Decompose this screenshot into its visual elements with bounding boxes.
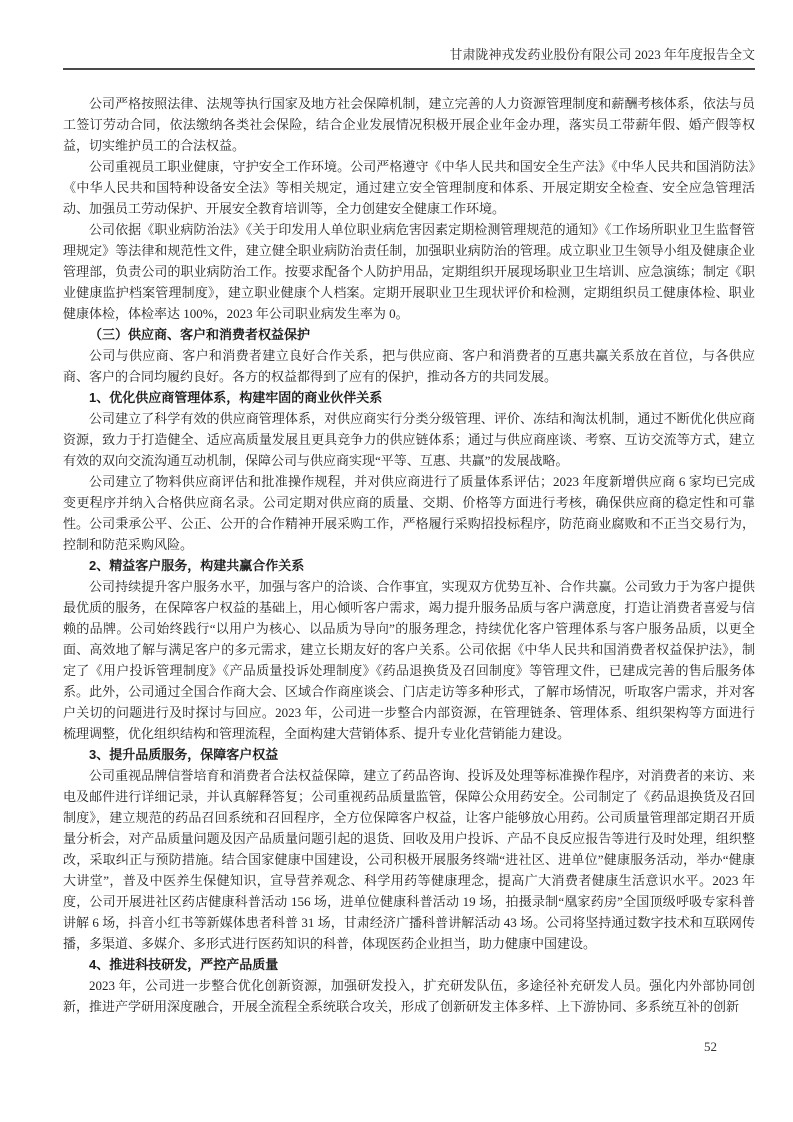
paragraph-supplier-evaluation: 公司建立了物料供应商评估和批准操作规程，并对供应商进行了质量体系评估；2023 年度新增供应商 6 家均已完成变更程序并纳入合格供应商名录。公司定期对供应商的质量、交期、价格等方面进行考核，确保供应商的稳定性和可靠性。公司秉承公平、公正、公开的合作精神开展采购工作，严格履行采购招投标程序，防范商业腐败和不正当交易行为，控制和防范采购风险。 <box>63 474 755 552</box>
heading-section-3-supplier-customer-consumer-protection: （三）供应商、客户和消费者权益保护 <box>89 327 311 342</box>
report-header-title: 甘肃陇神戎发药业股份有限公司 2023 年年度报告全文 <box>449 47 755 62</box>
document-body <box>63 93 755 1017</box>
page-header <box>63 46 755 70</box>
heading-3-quality-service-customer-rights: 3、提升品质服务，保障客户权益 <box>89 747 279 762</box>
paragraph-partner-relations: 公司与供应商、客户和消费者建立良好合作关系，把与供应商、客户和消费者的互惠共赢关系放在首位，与各供应商、客户的合同均履约良好。各方的权益都得到了应有的保护，推动各方的共同发展。 <box>63 348 755 384</box>
paragraph-social-security: 公司严格按照法律、法规等执行国家及地方社会保障机制，建立完善的人力资源管理制度和薪酬考核体系，依法与员工签订劳动合同，依法缴纳各类社会保险，结合企业发展情况积极开展企业年金办理，落实员工带薪年假、婚产假等权益，切实维护员工的合法权益。 <box>63 96 755 153</box>
heading-4-rd-product-quality: 4、推进科技研发，严控产品质量 <box>89 957 279 972</box>
paragraph-occupational-health: 公司重视员工职业健康，守护安全工作环境。公司严格遵守《中华人民共和国安全生产法》《中华人民共和国消防法》《中华人民共和国特种设备安全法》等相关规定，通过建立安全管理制度和体系、开展定期安全检查、安全应急管理活动、加强员工劳动保护、开展安全教育培训等，全力创建安全健康工作环境。 <box>63 159 755 216</box>
paragraph-supplier-management-system: 公司建立了科学有效的供应商管理体系，对供应商实行分类分级管理、评价、冻结和淘汰机制，通过不断优化供应商资源，致力于打造健全、适应高质量发展且更具竞争力的供应链体系；通过与供应商座谈、考察、互访交流等方式，建立有效的双向交流沟通互动机制，保障公司与供应商实现“平等、互惠、共赢”的发展战略。 <box>63 411 755 468</box>
heading-1-optimize-supplier-management: 1、优化供应商管理体系，构建牢固的商业伙伴关系 <box>89 390 383 405</box>
paragraph-rd-innovation: 2023 年，公司进一步整合优化创新资源，加强研发投入，扩充研发队伍，多途径补充研发人员。强化内外部协同创新，推进产学研用深度融合，开展全流程全系统联合攻关，形成了创新研发主体多样、上下游协同、多系统互补的创新 <box>63 978 755 1014</box>
paragraph-customer-service: 公司持续提升客户服务水平，加强与客户的洽谈、合作事宜，实现双方优势互补、合作共赢。公司致力于为客户提供最优质的服务，在保障客户权益的基础上，用心倾听客户需求，竭力提升服务品质与客户满意度，打造让消费者喜爱与信赖的品牌。公司始终践行“以用户为核心、以品质为导向”的服务理念，持续优化客户管理体系与客户服务品质，以更全面、高效地了解与满足客户的多元需求，建立长期友好的客户关系。公司依据《中华人民共和国消费者权益保护法》，制定了《用户投诉管理制度》《产品质量投诉处理制度》《药品退换货及召回制度》等管理文件，已建成完善的售后服务体系。此外，公司通过全国合作商大会、区域合作商座谈会、门店走访等多种形式，了解市场情况，听取客户需求，并对客户关切的问题进行及时探讨与回应。2023 年，公司进一步整合内部资源，在管理链条、管理体系、组织架构等方面进行梳理调整，优化组织结构和管理流程，全面构建大营销体系、提升专业化营销能力建设。 <box>63 579 755 741</box>
heading-2-lean-customer-service: 2、精益客户服务，构建共赢合作关系 <box>89 558 305 573</box>
page-number: 52 <box>704 1039 717 1054</box>
paragraph-quality-service-brand: 公司重视品牌信誉培育和消费者合法权益保障，建立了药品咨询、投诉及处理等标准操作程序，对消费者的来访、来电及邮件进行详细记录，并认真解释答复；公司重视药品质量监管，保障公众用药安全。公司制定了《药品退换货及召回制度》，建立规范的药品召回系统和召回程序，全方位保障客户权益，让客户能够放心用药。公司质量管理部定期召开质量分析会，对产品质量问题及因产品质量问题引起的退货、回收及用户投诉、产品不良反应报告等进行及时处理，组织整改，采取纠正与预防措施。结合国家健康中国建设，公司积极开展服务终端“进社区、进单位”健康服务活动，举办“健康大讲堂”，普及中医养生保健知识，宣导营养观念、科学用药等健康理念，提高广大消费者健康生活意识水平。2023 年度，公司开展进社区药店健康科普活动 156 场，进单位健康科普活动 19 场，拍摄录制“凰家药房”全国顶级呼吸专家科普讲解 6 场，抖音小红书等新媒体患者科普 31 场，甘肃经济广播科普讲解活动 43 场。公司将坚持通过数字技术和互联网传播，多渠道、多媒介、多形式进行医药知识的科普，体现医药企业担当，助力健康中国建设。 <box>63 768 755 951</box>
paragraph-disease-prevention: 公司依据《职业病防治法》《关于印发用人单位职业病危害因素定期检测管理规范的通知》《工作场所职业卫生监督管理规定》等法律和规范性文件，建立健全职业病防治责任制，加强职业病防治的管理。成立职业卫生领导小组及健康企业管理部，负责公司的职业病防治工作。按要求配备个人防护用品，定期组织开展现场职业卫生培训、应急演练；制定《职业健康监护档案管理制度》，建立职业健康个人档案。定期开展职业卫生现状评价和检测，定期组织员工健康体检、职业健康体检，体检率达 100%，2023 年公司职业病发生率为 0。 <box>63 222 755 321</box>
